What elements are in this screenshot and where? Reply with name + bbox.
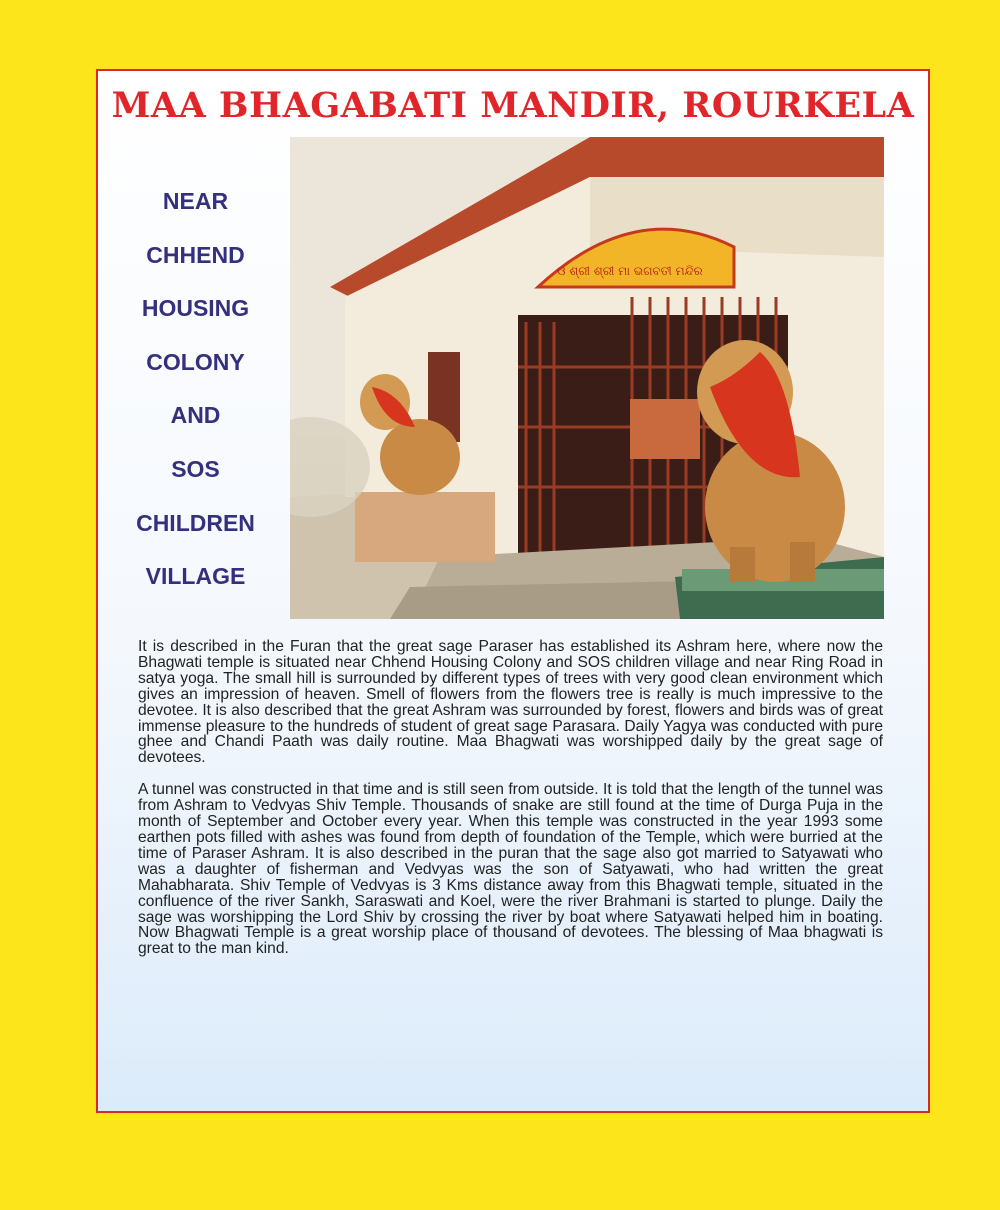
temple-sign: ଓ ଶ୍ରୀ ଶ୍ରୀ ମା ଭଗବତୀ ମନ୍ଦିର	[557, 264, 703, 278]
location-line: COLONY	[146, 348, 245, 375]
article-body	[138, 639, 883, 973]
location-line: NEAR	[162, 188, 229, 214]
location-line: CHILDREN	[136, 509, 255, 536]
location-list	[108, 175, 283, 604]
location-line: SOS	[171, 455, 220, 482]
temple-photo	[290, 137, 884, 619]
page-title: MAA BHAGABATI MANDIR, ROURKELA	[111, 85, 915, 126]
poster-panel	[96, 69, 930, 1113]
article-paragraph: It is described in the Furan that the great sage Paraser has established its Ashram here, where now the Bhagwati temple is situated near Chhend Housing Colony and SOS children village and near Ring Road in satya yoga. The small hill is surrounded by different types of trees with very good clean environment which gives an impression of heaven. Smell of flowers from the flowers tree is really is much impressive to the devotee. It is also described that the great Ashram was surrounded by forest, flowers and birds was of great immense pleasure to the hundreds of student of great sage Parasara. Daily Yagya was conducted with pure ghee and Chandi Paath was daily routine. Maa Bhagwati was worshipped daily by the great sage of devotees.	[138, 638, 883, 767]
location-line: AND	[170, 402, 221, 429]
location-line: CHHEND	[146, 241, 245, 268]
temple-illustration	[290, 137, 884, 619]
article-paragraph: A tunnel was constructed in that time and is still seen from outside. It is told that the length of the tunnel was from Ashram to Vedvyas Shiv Temple. Thousands of snake are still found at the time of Durga Puja in the month of September and October every year. When this temple was constructed in the year 1993 some earthen pots filled with ashes was found from depth of foundation of the Temple, which were burried at the time of Paraser Ashram. It is also described in the puran that the sage also got married to Satyawati who was a daughter of fisherman and Vedvyas was the son of Satyawati, who had written the great Mahabharata. Shiv Temple of Vedvyas is 3 Kms distance away from this Bhagwati temple, situated in the confluence of the river Sankh, Saraswati and Koel, were the river Brahmani is started to plunge. Daily the sage was worshipping the Lord Shiv by crossing the river by boat where Satyawati helped him in boating. Now Bhagwati Temple is a great worship place of thousand of devotees. The blessing of Maa bhagwati is great to the man kind.	[138, 781, 883, 958]
location-line: HOUSING	[141, 295, 250, 322]
location-line: VILLAGE	[145, 563, 246, 590]
